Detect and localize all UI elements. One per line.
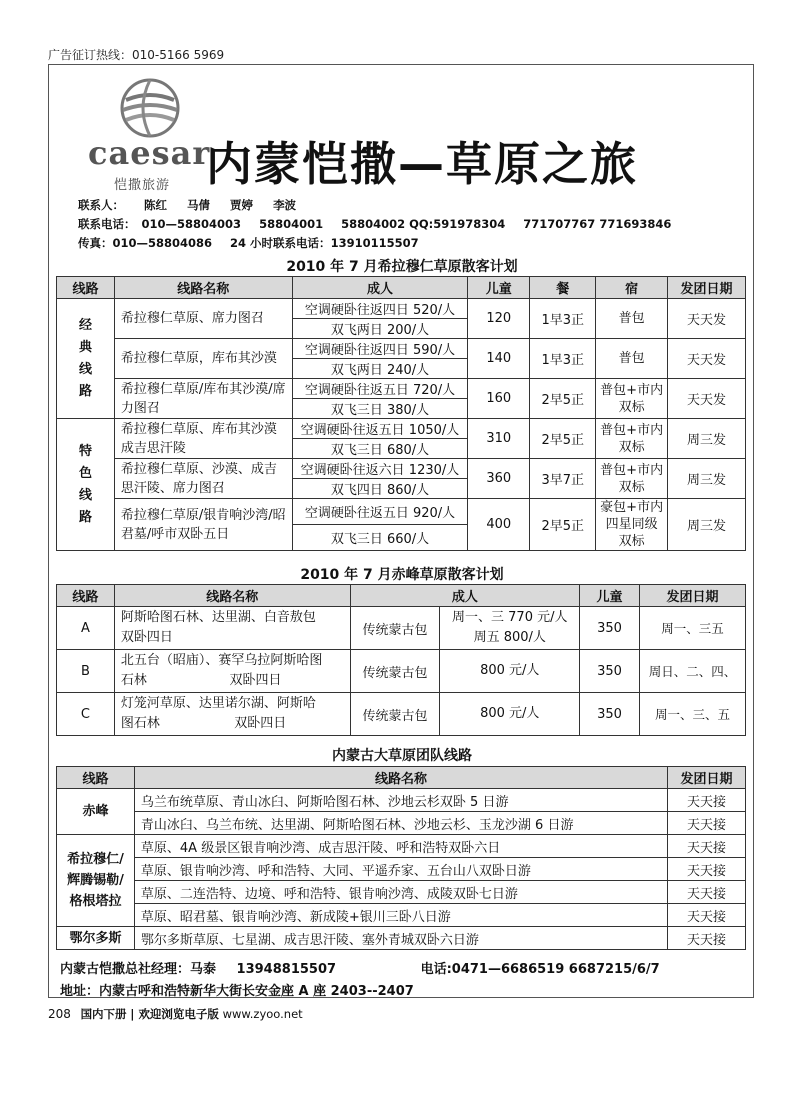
table-row bbox=[57, 339, 746, 359]
route-name bbox=[114, 607, 350, 650]
table-header-row bbox=[57, 585, 746, 607]
adult-price: 空调硬卧往返五日 1050/人 bbox=[292, 419, 468, 439]
child-price: 350 bbox=[580, 693, 640, 736]
column-header: 线路 bbox=[57, 585, 115, 607]
adult-price-2: 周五 800/人 bbox=[473, 630, 546, 645]
section3-table bbox=[56, 766, 746, 950]
departure-date: 天天发 bbox=[668, 299, 746, 339]
lodging: 传统蒙古包 bbox=[350, 650, 440, 693]
route-name: 希拉穆仁草原、沙漠、成吉思汗陵、席力图召 bbox=[114, 459, 292, 499]
table-row bbox=[57, 904, 746, 927]
table-row bbox=[57, 499, 746, 525]
adult-price bbox=[440, 607, 580, 650]
manager-mobile: 13948815507 bbox=[236, 962, 337, 977]
manager-phone: 电话:0471—6686519 6687215/6/7 bbox=[420, 962, 660, 977]
table-row bbox=[57, 812, 746, 835]
route-line-1: 阿斯哈图石林、达里湖、白音敖包 bbox=[120, 610, 316, 625]
route-name bbox=[114, 693, 350, 736]
route-name: 希拉穆仁草原，库布其沙漠 bbox=[114, 339, 292, 379]
column-header: 成人 bbox=[292, 277, 468, 299]
departure-date: 天天接 bbox=[668, 881, 746, 904]
section2-table bbox=[56, 584, 746, 736]
lodging: 普包+市内双标 bbox=[596, 419, 668, 459]
table-header-row bbox=[57, 767, 746, 789]
adult-price-flight: 双飞三日 680/人 bbox=[292, 439, 468, 459]
route-name: 青山冰臼、乌兰布统、达里湖、阿斯哈图石林、沙地云杉、玉龙沙湖 6 日游 bbox=[134, 812, 667, 835]
contact-phone: 010—58804003 bbox=[141, 217, 242, 231]
route-name: 草原、昭君墓、银肯响沙湾、新成陵+银川三卧八日游 bbox=[134, 904, 667, 927]
section2-title: 2010 年 7 月赤峰草原散客计划 bbox=[300, 567, 504, 583]
table-row bbox=[57, 881, 746, 904]
route-category: 希拉穆仁/ 辉腾锡勒/ 格根塔拉 bbox=[57, 835, 135, 927]
globe-logo-icon bbox=[118, 76, 182, 140]
route-name: 希拉穆仁草原、库布其沙漠成吉思汗陵 bbox=[114, 419, 292, 459]
route-name: 希拉穆仁草原、席力图召 bbox=[114, 299, 292, 339]
section1-table bbox=[56, 276, 746, 551]
contact-name: 陈红 bbox=[144, 198, 168, 212]
column-header: 餐 bbox=[530, 277, 596, 299]
contact-names bbox=[78, 196, 685, 215]
contact-phones bbox=[78, 215, 685, 234]
column-header: 线路名称 bbox=[114, 585, 350, 607]
column-header: 线路 bbox=[57, 767, 135, 789]
route-name: 草原、4A 级景区银肯响沙湾、成吉思汗陵、呼和浩特双卧六日 bbox=[134, 835, 667, 858]
lodging: 传统蒙古包 bbox=[350, 693, 440, 736]
address: 地址：内蒙古呼和浩特新华大街长安金座 A 座 2403--2407 bbox=[60, 984, 414, 999]
adult-price-1: 800 元/人 bbox=[480, 706, 540, 721]
departure-date: 天天接 bbox=[668, 927, 746, 950]
footer-slogan: 欢迎浏览电子版 bbox=[138, 1007, 219, 1021]
adult-price-flight: 双飞四日 860/人 bbox=[292, 479, 468, 499]
adult-price bbox=[440, 650, 580, 693]
fax-number: 010—58804086 bbox=[112, 236, 213, 250]
route-name: 鄂尔多斯草原、七星湖、成吉思汗陵、塞外青城双卧六日游 bbox=[134, 927, 667, 950]
line-code: A bbox=[57, 607, 115, 650]
child-price: 400 bbox=[468, 499, 530, 551]
route-name: 希拉穆仁草原/银肯响沙湾/昭君墓/呼市双卧五日 bbox=[114, 499, 292, 551]
child-price: 160 bbox=[468, 379, 530, 419]
section1-title: 2010 年 7 月希拉穆仁草原散客计划 bbox=[286, 259, 518, 275]
meals: 2早5正 bbox=[530, 379, 596, 419]
column-header: 发团日期 bbox=[668, 277, 746, 299]
adult-price: 空调硬卧往返四日 590/人 bbox=[292, 339, 468, 359]
manager-label: 内蒙古恺撒总社经理：马泰 bbox=[60, 962, 217, 977]
contact-name: 贾婷 bbox=[230, 198, 254, 212]
contact-name: 马倩 bbox=[187, 198, 211, 212]
route-name: 希拉穆仁草原/库布其沙漠/席力图召 bbox=[114, 379, 292, 419]
hotline-number: 13910115507 bbox=[330, 236, 419, 250]
page-footer: 208 国内下册 | 欢迎浏览电子版 www.zyoo.net bbox=[48, 1007, 303, 1021]
column-header: 发团日期 bbox=[640, 585, 746, 607]
route-category: 特 色 线 路 bbox=[57, 419, 115, 551]
departure-date: 天天接 bbox=[668, 904, 746, 927]
contact-phone: 58804001 bbox=[259, 217, 324, 231]
route-category: 鄂尔多斯 bbox=[57, 927, 135, 950]
contact-info bbox=[78, 196, 685, 253]
adult-price: 空调硬卧往返五日 720/人 bbox=[292, 379, 468, 399]
route-name: 草原、银肯响沙湾、呼和浩特、大同、平遥乔家、五台山八双卧日游 bbox=[134, 858, 667, 881]
departure-date: 天天接 bbox=[668, 812, 746, 835]
manager-info bbox=[60, 958, 660, 977]
route-line-2: 图石林 双卧四日 bbox=[120, 716, 287, 731]
lodging: 传统蒙古包 bbox=[350, 607, 440, 650]
adult-price: 空调硬卧往返六日 1230/人 bbox=[292, 459, 468, 479]
column-header: 线路名称 bbox=[114, 277, 292, 299]
route-category: 赤峰 bbox=[57, 789, 135, 835]
page-number: 208 bbox=[48, 1007, 71, 1021]
hotline-label: 24 小时联系电话： bbox=[230, 236, 331, 250]
meals: 2早5正 bbox=[530, 499, 596, 551]
route-line-1: 北五台（昭庙）、赛罕乌拉阿斯哈图 bbox=[120, 653, 323, 668]
section3-title: 内蒙古大草原团队线路 bbox=[332, 748, 472, 764]
column-header: 儿童 bbox=[580, 585, 640, 607]
route-name: 乌兰布统草原、青山冰臼、阿斯哈图石林、沙地云杉双卧 5 日游 bbox=[134, 789, 667, 812]
ad-hotline: 广告征订热线：010-5166 5969 bbox=[48, 48, 225, 62]
tel-label: 联系电话： bbox=[78, 217, 136, 231]
footer-section: 国内下册 bbox=[80, 1007, 127, 1021]
table-row bbox=[57, 693, 746, 736]
names-label: 联系人： bbox=[78, 198, 124, 212]
route-name: 草原、二连浩特、边境、呼和浩特、银肯响沙湾、成陵双卧七日游 bbox=[134, 881, 667, 904]
departure-date: 周一、三五 bbox=[640, 607, 746, 650]
table-row bbox=[57, 789, 746, 812]
table-row bbox=[57, 858, 746, 881]
departure-date: 周三发 bbox=[668, 459, 746, 499]
adult-price-flight: 双飞两日 240/人 bbox=[292, 359, 468, 379]
adult-price: 空调硬卧往返五日 920/人 bbox=[292, 499, 468, 525]
meals: 1早3正 bbox=[530, 339, 596, 379]
contact-phone: 58804002 QQ:591978304 bbox=[341, 217, 506, 231]
footer-url[interactable]: www.zyoo.net bbox=[222, 1007, 303, 1021]
page-title: 内蒙恺撒—草原之旅 bbox=[206, 137, 638, 191]
adult-price-flight: 双飞三日 660/人 bbox=[292, 525, 468, 551]
brand-english: caesar bbox=[88, 134, 211, 172]
departure-date: 天天接 bbox=[668, 789, 746, 812]
table-row bbox=[57, 379, 746, 399]
lodging: 普包 bbox=[596, 299, 668, 339]
adult-price-1: 周一、三 770 元/人 bbox=[452, 610, 568, 625]
contact-fax bbox=[78, 234, 685, 253]
meals: 1早3正 bbox=[530, 299, 596, 339]
column-header: 线路 bbox=[57, 277, 115, 299]
adult-price-flight: 双飞三日 380/人 bbox=[292, 399, 468, 419]
departure-date: 周一、三、五 bbox=[640, 693, 746, 736]
child-price: 350 bbox=[580, 607, 640, 650]
route-line-1: 灯笼河草原、达里诺尔湖、阿斯哈 bbox=[120, 696, 316, 711]
column-header: 儿童 bbox=[468, 277, 530, 299]
table-row bbox=[57, 650, 746, 693]
adult-price: 空调硬卧往返四日 520/人 bbox=[292, 299, 468, 319]
column-header: 发团日期 bbox=[668, 767, 746, 789]
child-price: 120 bbox=[468, 299, 530, 339]
fax-label: 传真： bbox=[78, 236, 113, 250]
meals: 3早7正 bbox=[530, 459, 596, 499]
child-price: 140 bbox=[468, 339, 530, 379]
route-name bbox=[114, 650, 350, 693]
route-line-2: 双卧四日 bbox=[120, 630, 173, 645]
departure-date: 天天发 bbox=[668, 339, 746, 379]
caesar-logo bbox=[88, 74, 211, 193]
table-row bbox=[57, 299, 746, 319]
table-row bbox=[57, 459, 746, 479]
adult-price-1: 800 元/人 bbox=[480, 663, 540, 678]
departure-date: 周三发 bbox=[668, 499, 746, 551]
child-price: 310 bbox=[468, 419, 530, 459]
table-row bbox=[57, 927, 746, 950]
route-category: 经 典 线 路 bbox=[57, 299, 115, 419]
departure-date: 周日、二、四、 bbox=[640, 650, 746, 693]
departure-date: 周三发 bbox=[668, 419, 746, 459]
lodging: 普包 bbox=[596, 339, 668, 379]
table-header-row bbox=[57, 277, 746, 299]
line-code: B bbox=[57, 650, 115, 693]
table-row bbox=[57, 835, 746, 858]
meals: 2早5正 bbox=[530, 419, 596, 459]
contact-name: 李波 bbox=[273, 198, 297, 212]
column-header: 成人 bbox=[350, 585, 579, 607]
departure-date: 天天接 bbox=[668, 835, 746, 858]
child-price: 360 bbox=[468, 459, 530, 499]
route-line-2: 石林 双卧四日 bbox=[120, 673, 282, 688]
column-header: 线路名称 bbox=[134, 767, 667, 789]
adult-price-flight: 双飞两日 200/人 bbox=[292, 319, 468, 339]
table-row bbox=[57, 419, 746, 439]
lodging: 豪包+市内四星同级双标 bbox=[596, 499, 668, 551]
departure-date: 天天发 bbox=[668, 379, 746, 419]
table-row bbox=[57, 607, 746, 650]
adult-price bbox=[440, 693, 580, 736]
contact-phone: 771707767 771693846 bbox=[523, 217, 672, 231]
line-code: C bbox=[57, 693, 115, 736]
child-price: 350 bbox=[580, 650, 640, 693]
column-header: 宿 bbox=[596, 277, 668, 299]
departure-date: 天天接 bbox=[668, 858, 746, 881]
lodging: 普包+市内双标 bbox=[596, 459, 668, 499]
brand-chinese: 恺撒旅游 bbox=[114, 178, 171, 193]
lodging: 普包+市内双标 bbox=[596, 379, 668, 419]
